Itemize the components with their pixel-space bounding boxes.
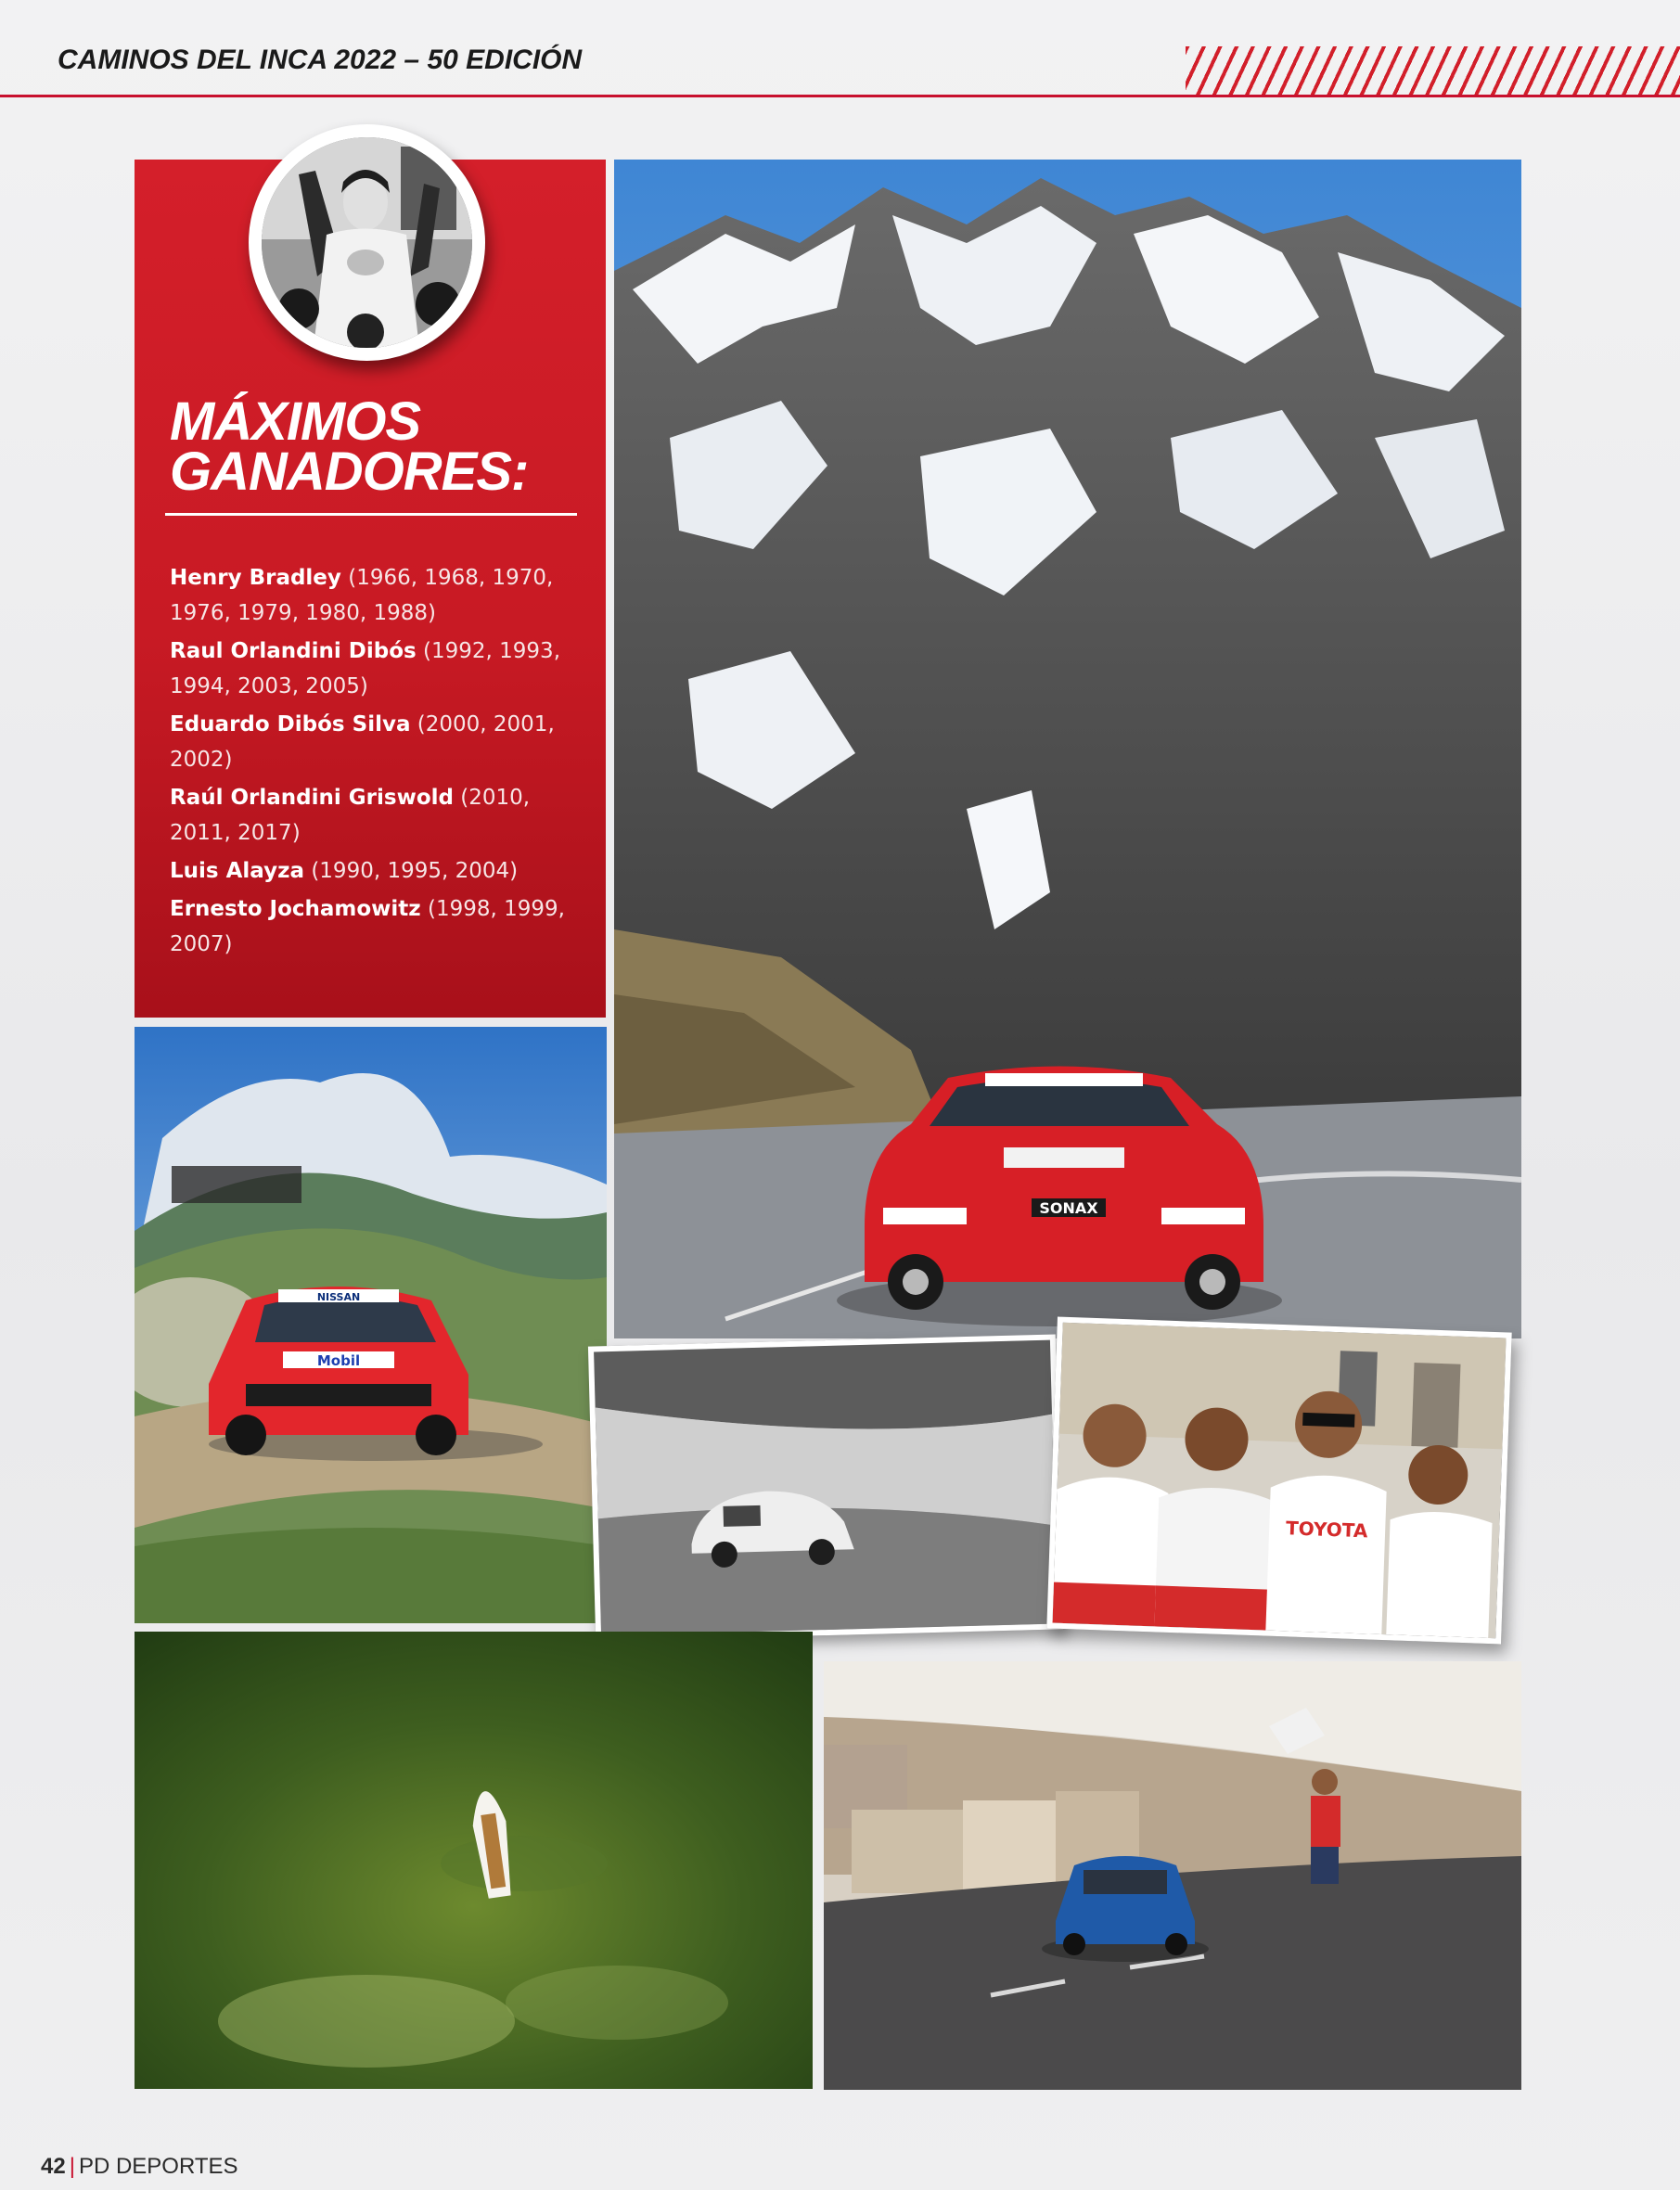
winner-entry (170, 891, 578, 962)
winner-years: (1966, 1968, 1970, 1976, 1979, 1980, 1988) (170, 566, 554, 625)
winner-entry (170, 707, 578, 777)
page-number: 42 (41, 2154, 66, 2179)
winner-name: Eduardo Dibós Silva (170, 712, 411, 736)
winner-name: Ernesto Jochamowitz (170, 897, 421, 921)
footer-separator: | (69, 2154, 75, 2179)
winner-years: (1992, 1993, 1994, 2003, 2005) (170, 639, 561, 698)
winner-years: (1998, 1999, 2007) (170, 897, 565, 956)
winners-heading-underline (165, 513, 577, 516)
header-stripe-decoration (1186, 46, 1680, 95)
toyota-team-photo (1046, 1317, 1511, 1645)
car-sponsor-sonax: SONAX (1039, 1199, 1098, 1217)
winner-entry (170, 780, 578, 851)
winner-entry (170, 634, 578, 704)
winners-heading-line1: MÁXIMOS (170, 391, 421, 452)
winners-heading (170, 391, 578, 502)
winner-entry (170, 560, 578, 631)
winner-portrait-photo (249, 124, 485, 361)
blue-rally-car-town-photo (824, 1661, 1521, 2090)
publication-name: PD DEPORTES (78, 2154, 238, 2179)
winner-years: (2000, 2001, 2002) (170, 712, 555, 772)
car-sponsor-mobil: Mobil (316, 1352, 361, 1369)
nissan-rally-car-photo (135, 1027, 607, 1623)
winner-name: Luis Alayza (170, 859, 305, 883)
aerial-lake-boat-photo (135, 1632, 813, 2089)
winner-years: (1990, 1995, 2004) (311, 859, 519, 883)
winner-name: Raúl Orlandini Griswold (170, 786, 454, 810)
winners-heading-line2: GANADORES: (170, 442, 529, 502)
winner-entry (170, 853, 578, 889)
team-shirt-text: TOYOTA (1285, 1517, 1368, 1543)
car-brand-nissan: NISSAN (316, 1291, 361, 1303)
winners-list (170, 560, 578, 965)
winner-name: Henry Bradley (170, 566, 341, 590)
header-divider (0, 95, 1680, 97)
running-header: CAMINOS DEL INCA 2022 – 50 EDICIÓN (58, 45, 583, 75)
vintage-beetle-rally-photo (588, 1334, 1063, 1641)
main-rally-car-mountain-photo (614, 160, 1521, 1338)
page-footer (41, 2154, 238, 2180)
winner-name: Raul Orlandini Dibós (170, 639, 417, 663)
winner-years: (2010, 2011, 2017) (170, 786, 531, 845)
